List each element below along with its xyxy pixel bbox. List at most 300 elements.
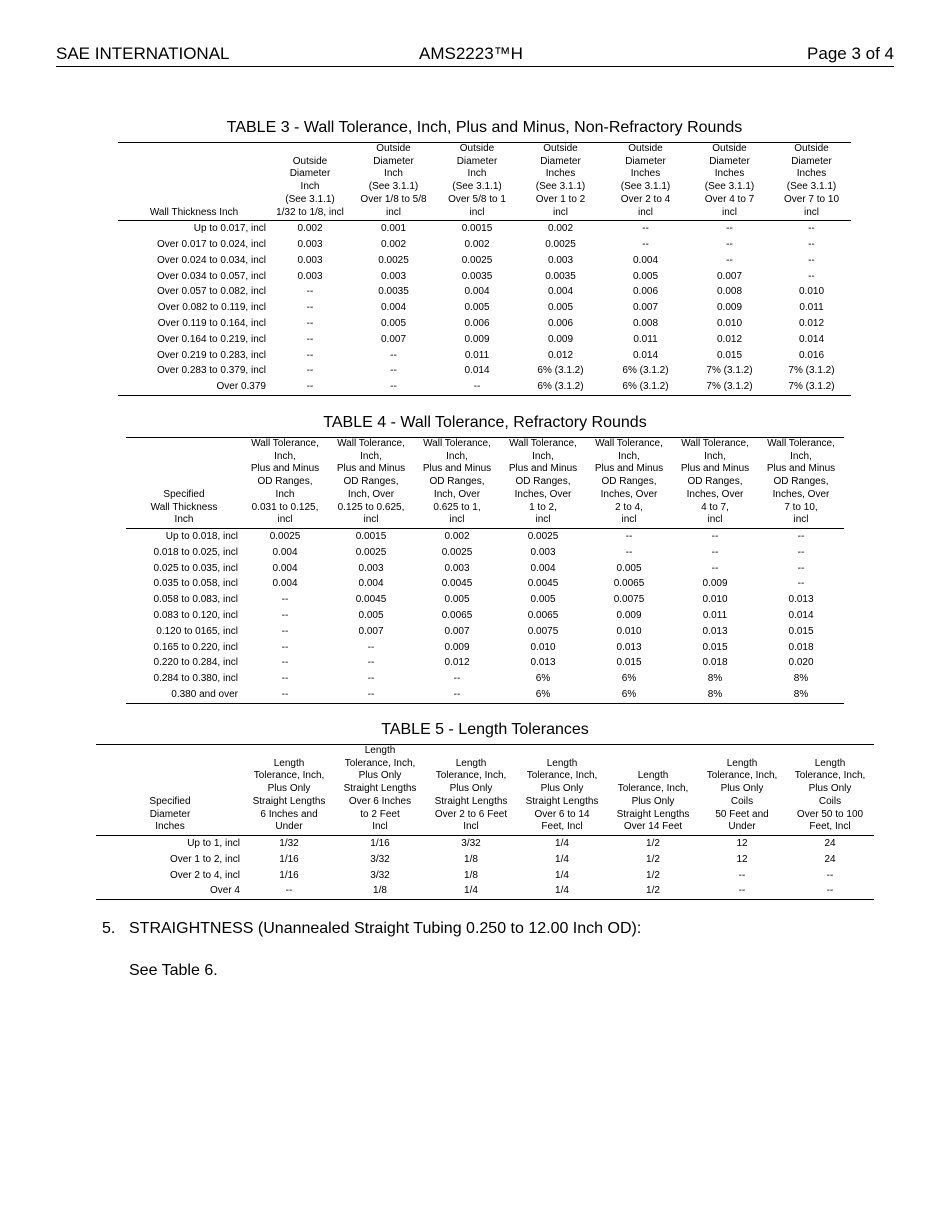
table-cell: 0.015 xyxy=(716,349,743,361)
header-line: Tolerance, Inch, xyxy=(617,783,689,795)
table-cell: 6% (3.1.2) xyxy=(537,365,584,377)
table-cell: 0.003 xyxy=(530,546,556,558)
header-line: Incl xyxy=(463,821,479,833)
table-cell: -- xyxy=(306,318,314,329)
table-cell: 0.0025 xyxy=(461,254,493,266)
table-cell: -- xyxy=(367,657,375,669)
table-cell: -- xyxy=(367,688,375,700)
table-cell: 0.015 xyxy=(702,641,728,653)
table-cell: 0.0045 xyxy=(527,578,559,590)
header-line: incl xyxy=(621,514,637,526)
header-line: 0.125 to 0.625, xyxy=(337,501,405,513)
header-line: Straight Lengths xyxy=(525,795,599,807)
header-line: Inch, xyxy=(360,450,382,462)
table-cell: 0.003 xyxy=(358,562,384,574)
table-cell: 0.002 xyxy=(297,223,323,235)
header-line: OD Ranges, xyxy=(343,476,399,488)
table-cell: 0.006 xyxy=(547,318,574,329)
header-line: Tolerance, Inch, xyxy=(435,770,507,782)
header-line: OD Ranges, xyxy=(601,476,657,488)
header-line: Length xyxy=(726,757,758,769)
table-cell: -- xyxy=(306,365,314,377)
table-cell: 0.008 xyxy=(632,318,659,329)
table-cell: 0.0015 xyxy=(355,530,387,542)
table-cell: 0.004 xyxy=(547,286,574,298)
table-cell: -- xyxy=(306,349,314,361)
table-cell: -- xyxy=(306,333,314,345)
page-number: Page 3 of 4 xyxy=(807,44,894,63)
table-cell: 0.009 xyxy=(547,333,574,345)
header-line: Plus Only xyxy=(631,795,675,807)
table-cell: 7% (3.1.2) xyxy=(706,365,753,377)
table-cell: 0.003 xyxy=(297,239,323,251)
section-5-body: See Table 6. xyxy=(129,962,218,979)
table-cell: 24 xyxy=(824,853,836,865)
table-cell: 6% (3.1.2) xyxy=(622,365,669,377)
header-line: 50 Feet and xyxy=(715,808,769,820)
table-cell: 0.004 xyxy=(380,302,407,314)
header-line: (See 3.1.1) xyxy=(368,181,419,193)
header-line: Length xyxy=(637,770,669,782)
header-line: Length xyxy=(273,757,305,769)
table-cell: 1/16 xyxy=(279,869,299,881)
header-line: Coils xyxy=(730,795,754,807)
table-cell: 0.0025 xyxy=(545,239,576,251)
header-line: (See 3.1.1) xyxy=(620,181,671,193)
header-line: Coils xyxy=(818,795,842,807)
table-cell: 3/32 xyxy=(370,853,390,865)
table-row xyxy=(126,608,844,624)
header-line: Straight Lengths xyxy=(616,808,690,820)
table-cell: -- xyxy=(281,673,289,685)
table-cell: 1/2 xyxy=(646,885,660,897)
header-line: Straight Lengths xyxy=(434,795,508,807)
table5-col-header xyxy=(244,745,334,836)
table-row xyxy=(118,269,851,285)
table-cell: -- xyxy=(738,869,746,881)
header-line: Inch, xyxy=(618,450,640,462)
table-cell: 6% xyxy=(535,673,551,685)
table-cell: 12 xyxy=(736,853,748,865)
table4-col-header xyxy=(586,438,672,529)
table-cell: -- xyxy=(726,239,733,251)
table-cell: 0.011 xyxy=(633,333,658,345)
table3-col-header xyxy=(350,143,437,221)
header-line: OD Ranges, xyxy=(773,476,829,488)
table-cell: 0.006 xyxy=(464,318,490,329)
header-line: (See 3.1.1) xyxy=(285,193,335,205)
table-cell: -- xyxy=(711,546,719,558)
header-line: Length xyxy=(814,757,846,769)
table4-title: TABLE 4 - Wall Tolerance, Refractory Rounds xyxy=(323,414,647,431)
table-row xyxy=(126,576,844,592)
table-row xyxy=(126,687,844,703)
table-cell: 0.009 xyxy=(716,302,743,314)
row-label: 0.025 to 0.035, incl xyxy=(153,562,238,574)
table-cell: 0.008 xyxy=(716,286,743,298)
table-row xyxy=(118,253,851,269)
header-line: (See 3.1.1) xyxy=(704,181,755,193)
header-line: Outside xyxy=(376,143,411,154)
table-row xyxy=(126,528,844,544)
table5-col-header xyxy=(516,745,608,836)
row-label: Over 0.034 to 0.057, incl xyxy=(157,270,266,282)
table4-col-header xyxy=(328,438,414,529)
header-line: Diameter xyxy=(625,155,666,167)
table-cell: 1/4 xyxy=(555,885,569,897)
row-label: 0.284 to 0.380, incl xyxy=(153,673,238,685)
header-line: Feet, Incl xyxy=(809,821,851,833)
table3-col-header xyxy=(687,143,772,221)
header-line: Under xyxy=(275,821,303,833)
section-5-heading xyxy=(102,920,641,938)
table-cell: 0.013 xyxy=(702,625,728,637)
table-cell: 0.0045 xyxy=(441,578,473,590)
header-line: Plus and Minus xyxy=(508,463,578,475)
header-line: Wall Tolerance, xyxy=(595,438,663,449)
table-cell: -- xyxy=(826,869,834,881)
header-line: Plus Only xyxy=(808,783,852,795)
header-line: Wall Thickness Inch xyxy=(149,206,239,218)
header-line: incl xyxy=(535,514,551,526)
table5-col-header xyxy=(698,745,786,836)
table-cell: 0.0035 xyxy=(461,270,493,282)
table-cell: 0.006 xyxy=(632,286,659,298)
table-cell: 0.005 xyxy=(464,302,490,314)
table-cell: -- xyxy=(281,641,289,653)
header-line: Length xyxy=(364,745,396,756)
header-line: Inches xyxy=(796,168,827,180)
header-line: Diameter xyxy=(791,155,832,167)
header-line: Tolerance, Inch, xyxy=(794,770,866,782)
table-cell: -- xyxy=(625,546,633,558)
row-label: Up to 0.018, incl xyxy=(165,530,238,542)
row-label: Over 0.082 to 0.119, incl xyxy=(157,302,266,314)
row-label: Over 0.057 to 0.082, incl xyxy=(157,286,266,298)
table-row xyxy=(126,624,844,640)
table-cell: 0.007 xyxy=(358,625,384,637)
header-line: Wall Tolerance, xyxy=(767,438,835,449)
table-cell: 0.005 xyxy=(616,562,642,574)
table-cell: 0.0025 xyxy=(378,254,409,266)
table-cell: 0.018 xyxy=(702,657,728,669)
table-cell: -- xyxy=(367,673,375,685)
table-cell: 0.010 xyxy=(716,318,743,329)
table-cell: 0.0035 xyxy=(378,286,409,298)
header-line: incl xyxy=(793,514,809,526)
header-line: Over 14 Feet xyxy=(623,821,683,833)
header-line: Inch, Over xyxy=(347,488,395,500)
row-label: 0.220 to 0.284, incl xyxy=(153,657,238,669)
table-cell: 0.0025 xyxy=(441,546,473,558)
table-cell: 0.0065 xyxy=(527,609,559,621)
header-line: Plus Only xyxy=(720,783,764,795)
table-cell: -- xyxy=(642,223,649,235)
table-cell: -- xyxy=(738,885,746,897)
table-cell: 0.004 xyxy=(272,578,298,590)
table-cell: 0.009 xyxy=(702,578,728,590)
table-cell: 0.020 xyxy=(788,657,814,669)
header-line: incl xyxy=(277,514,293,526)
table-cell: -- xyxy=(808,254,815,266)
table3-header-row xyxy=(118,143,851,221)
table-cell: 0.005 xyxy=(632,270,659,282)
table-cell: 0.0045 xyxy=(355,594,387,606)
header-line: Plus Only xyxy=(449,783,493,795)
table-cell: -- xyxy=(808,270,815,282)
table-cell: 0.007 xyxy=(380,333,407,345)
header-line: Plus and Minus xyxy=(594,463,664,475)
table-cell: -- xyxy=(642,239,649,251)
header-line: Wall Tolerance, xyxy=(681,438,749,449)
header-line: Inch xyxy=(467,168,487,180)
table5-col-header xyxy=(786,745,874,836)
header-line: Outside xyxy=(712,143,747,154)
table-cell: -- xyxy=(726,254,733,266)
table-cell: 0.0025 xyxy=(527,530,559,542)
table-cell: -- xyxy=(281,657,289,669)
table-cell: 12 xyxy=(736,837,748,849)
table-row xyxy=(118,316,851,332)
table-cell: -- xyxy=(281,609,289,621)
table-cell: 1/4 xyxy=(464,885,478,897)
table-cell: -- xyxy=(711,530,719,542)
header-line: Inches, Over xyxy=(686,488,744,500)
row-label: 0.035 to 0.058, incl xyxy=(153,578,238,590)
table-cell: 0.014 xyxy=(464,365,490,377)
table-cell: 0.013 xyxy=(530,657,556,669)
table4-col-header xyxy=(414,438,500,529)
row-label: Over 0.379 xyxy=(216,381,266,393)
table-cell: 6% xyxy=(621,688,637,700)
header-line: Wall Thickness xyxy=(150,501,218,513)
table-cell: 0.018 xyxy=(788,641,814,653)
table-cell: -- xyxy=(797,578,805,590)
row-label: Over 1 to 2, incl xyxy=(169,853,240,865)
table-cell: 7% (3.1.2) xyxy=(706,381,753,393)
table-row xyxy=(96,852,874,868)
table-row xyxy=(126,561,844,577)
table-row xyxy=(118,332,851,348)
header-line: Diameter xyxy=(456,155,498,167)
table-cell: 6% xyxy=(535,688,551,700)
header-line: Outside xyxy=(543,143,578,154)
table5-header-row xyxy=(96,745,874,836)
header-line: (See 3.1.1) xyxy=(452,181,502,193)
header-line: Inch, xyxy=(446,450,468,462)
table5-col-header xyxy=(608,745,698,836)
table-cell: 0.010 xyxy=(798,286,825,298)
document-number: AMS2223™H xyxy=(419,44,523,63)
header-line: (See 3.1.1) xyxy=(786,181,837,193)
table-cell: 6% (3.1.2) xyxy=(537,381,584,393)
table-cell: 0.005 xyxy=(444,594,470,606)
row-label: Over 0.017 to 0.024, incl xyxy=(157,239,266,251)
table-cell: 0.002 xyxy=(464,239,490,251)
table-cell: 0.002 xyxy=(444,530,470,542)
header-line: Straight Lengths xyxy=(343,783,417,795)
table3 xyxy=(118,142,851,396)
table-cell: -- xyxy=(797,562,805,574)
table-cell: 0.003 xyxy=(297,254,323,266)
header-line: Inches, Over xyxy=(514,488,572,500)
table-cell: -- xyxy=(797,530,805,542)
table-cell: 1/2 xyxy=(646,837,660,849)
header-line: Inch, xyxy=(274,450,296,462)
table3-title: TABLE 3 - Wall Tolerance, Inch, Plus and Minus, Non-Refractory Rounds xyxy=(226,119,743,136)
header-line: Feet, Incl xyxy=(541,821,583,833)
table-cell: 8% xyxy=(793,673,809,685)
table-row xyxy=(126,671,844,687)
table-cell: -- xyxy=(726,223,733,235)
row-label: 0.165 to 0.220, incl xyxy=(153,641,238,653)
table4-col-header xyxy=(126,438,242,529)
table-cell: 1/4 xyxy=(555,853,569,865)
table-cell: -- xyxy=(797,546,805,558)
table3-col-header xyxy=(118,143,270,221)
table-cell: 0.001 xyxy=(380,223,407,235)
table-cell: -- xyxy=(306,381,314,393)
table-row xyxy=(118,284,851,300)
header-line: Incl xyxy=(372,821,388,833)
table5 xyxy=(96,744,874,900)
table-cell: -- xyxy=(367,641,375,653)
table-cell: 1/8 xyxy=(464,853,478,865)
table-cell: 0.003 xyxy=(444,562,470,574)
row-label: Over 0.119 to 0.164, incl xyxy=(157,318,266,329)
table3-col-header xyxy=(772,143,851,221)
header-line: Plus and Minus xyxy=(250,463,320,475)
table-cell: -- xyxy=(625,530,633,542)
table-cell: 0.016 xyxy=(798,349,825,361)
header-line: Inch, xyxy=(704,450,726,462)
table-cell: 0.003 xyxy=(380,270,407,282)
table-cell: 0.009 xyxy=(444,641,470,653)
header-line: 7 to 10, xyxy=(784,501,818,513)
header-line: Plus Only xyxy=(540,783,584,795)
row-label: 0.058 to 0.083, incl xyxy=(153,594,238,606)
table-cell: -- xyxy=(306,286,314,298)
table-cell: 0.012 xyxy=(547,349,574,361)
header-line: Plus and Minus xyxy=(336,463,406,475)
header-line: Diameter xyxy=(373,155,414,167)
header-line: Straight Lengths xyxy=(252,795,326,807)
header-line: OD Ranges, xyxy=(687,476,743,488)
header-line: 1/32 to 1/8, incl xyxy=(276,206,344,218)
table-cell: 0.015 xyxy=(788,625,814,637)
table-cell: 0.002 xyxy=(380,239,407,251)
table-cell: 7% (3.1.2) xyxy=(788,365,835,377)
header-line: Inches xyxy=(545,168,576,180)
header-line: Tolerance, Inch, xyxy=(253,770,325,782)
table-cell: 0.007 xyxy=(444,625,470,637)
table-cell: 0.005 xyxy=(358,609,384,621)
table-cell: 1/4 xyxy=(555,837,569,849)
header-line: Diameter xyxy=(289,168,331,180)
table-cell: 0.003 xyxy=(297,270,323,282)
header-line: 0.031 to 0.125, xyxy=(251,501,319,513)
table-cell: 0.005 xyxy=(380,318,407,329)
table-cell: 1/16 xyxy=(370,837,390,849)
header-line: Specified xyxy=(149,795,191,807)
row-label: 0.120 to 0165, incl xyxy=(156,625,238,637)
table5-title: TABLE 5 - Length Tolerances xyxy=(381,721,589,738)
header-line: Diameter xyxy=(149,808,191,820)
header-line: Diameter xyxy=(709,155,750,167)
table3-col-header xyxy=(270,143,350,221)
table-cell: 24 xyxy=(824,837,836,849)
table-cell: 1/2 xyxy=(646,869,660,881)
table-row xyxy=(126,655,844,671)
header-line: Outside xyxy=(459,143,495,154)
header-line: 0.625 to 1, xyxy=(433,501,481,513)
row-label: 0.018 to 0.025, incl xyxy=(153,546,238,558)
header-line: OD Ranges, xyxy=(257,476,313,488)
header-line: Outside xyxy=(628,143,663,154)
table-cell: 0.0025 xyxy=(355,546,387,558)
table-row xyxy=(126,640,844,656)
table-cell: 0.009 xyxy=(616,609,642,621)
table-row xyxy=(96,835,874,851)
table3-col-header xyxy=(517,143,604,221)
table-cell: 0.0065 xyxy=(613,578,645,590)
org-name: SAE INTERNATIONAL xyxy=(56,44,230,63)
table-cell: 3/32 xyxy=(370,869,390,881)
header-line: incl xyxy=(385,206,401,218)
table-cell: 1/32 xyxy=(279,837,299,849)
header-line: Plus and Minus xyxy=(680,463,750,475)
table-cell: -- xyxy=(281,625,289,637)
header-line: Inch xyxy=(300,181,320,193)
table-cell: 0.013 xyxy=(788,594,814,606)
header-line: Inches xyxy=(630,168,661,180)
row-label: Over 2 to 4, incl xyxy=(169,869,240,881)
table-cell: 0.002 xyxy=(547,223,574,235)
table-cell: 0.0035 xyxy=(545,270,576,282)
table-cell: -- xyxy=(473,381,481,393)
table-cell: 0.0075 xyxy=(613,594,645,606)
header-line: Over 6 Inches xyxy=(348,795,412,807)
header-line: OD Ranges, xyxy=(429,476,485,488)
table-cell: 0.0075 xyxy=(527,625,559,637)
header-line: incl xyxy=(363,514,379,526)
header-line: Plus Only xyxy=(358,770,402,782)
section-number: 5. xyxy=(102,920,116,937)
table-row xyxy=(118,379,851,395)
table-cell: -- xyxy=(453,673,461,685)
table-cell: -- xyxy=(281,594,289,606)
table-cell: 8% xyxy=(707,688,723,700)
header-line: incl xyxy=(469,206,485,218)
table-cell: 0.005 xyxy=(547,302,574,314)
row-label: 0.083 to 0.120, incl xyxy=(153,609,238,621)
row-label: Over 0.164 to 0.219, incl xyxy=(157,333,266,345)
table-cell: 0.004 xyxy=(530,562,556,574)
table-cell: 0.015 xyxy=(616,657,642,669)
table-cell: 0.011 xyxy=(464,349,490,361)
header-line: (See 3.1.1) xyxy=(535,181,586,193)
table4-col-header xyxy=(758,438,844,529)
table-cell: 0.004 xyxy=(272,546,298,558)
table-cell: 0.010 xyxy=(616,625,642,637)
table-cell: -- xyxy=(285,885,293,897)
table3-col-header xyxy=(604,143,687,221)
table-cell: 8% xyxy=(707,673,723,685)
table-cell: -- xyxy=(281,688,289,700)
row-label: Up to 0.017, incl xyxy=(193,223,266,235)
table4-col-header xyxy=(242,438,328,529)
table-row xyxy=(118,237,851,253)
